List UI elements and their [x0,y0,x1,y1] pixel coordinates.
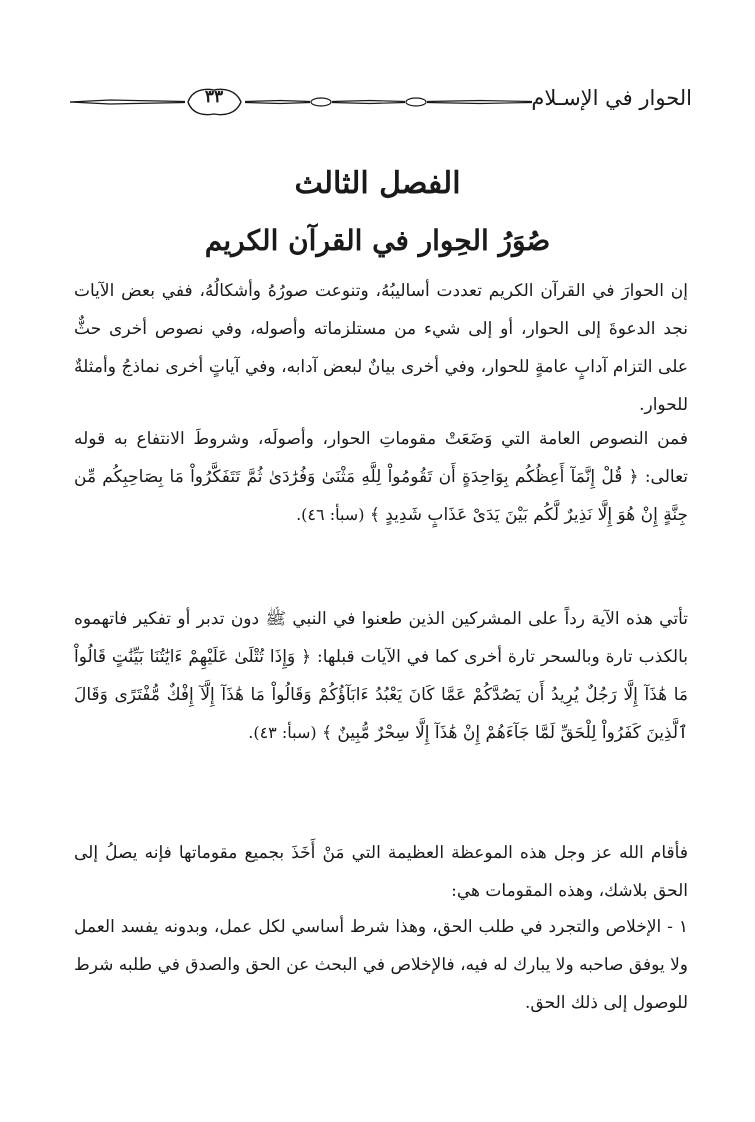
verse-paragraph-1 [74,420,688,534]
page-number: ٣٣ [204,87,224,107]
intro-paragraph: إن الحوارَ في القرآن الكريم تعددت أساليبُهُ، وتنوعت صورُهُ وأشكالُهُ، ففي بعض الآيات نجد الدعوةَ إلى الحوار، أو إلى شيء من مستلزماته وأصوله، وفي نصوص أخرى حثٌّ على التزام آدابٍ عامةٍ للحوار، وفي أخرى بيانٌ لبعض آدابه، وفي آياتٍ أخرى نماذجُ وأمثلةٌ للحوار. [74,281,688,415]
quran-verse: ﴿ وَإِذَا تُتْلَىٰ عَلَيْهِمْ ءَايَٰتُنَا بَيِّنَٰتٍ قَالُواْ مَا هَٰذَآ إِلَّا رَجُلٌ يُرِيدُ أَن يَصُدَّكُمْ عَمَّا كَانَ يَعْبُدُ ءَابَآؤُكُمْ وَقَالُواْ مَا هَٰذَآ إِلَّآ إِفْكٌ مُّفْتَرًى وَقَالَ ٱلَّذِينَ كَفَرُواْ لِلْحَقِّ لَمَّا جَآءَهُمْ إِنْ هَٰذَآ إِلَّا سِحْرٌ مُّبِينٌ ﴾ [74,647,688,743]
verse-paragraph-2 [74,600,688,752]
verse-reference: (سبأ: ٤٣). [248,723,317,742]
running-header [70,84,692,120]
header-ornament [70,84,540,120]
paragraph-text: تأتي هذه الآية رداً على المشركين الذين طعنوا في النبي ﷺ دون تدبر أو تفكير فاتهموه بالكذب تارة وبالسحر تارة أخرى كما في الآيات قبلها: [74,609,688,667]
numbered-point-1: ١ - الإخلاص والتجرد في طلب الحق، وهذا شرط أساسي لكل عمل، وبدونه يفسد العمل ولا يوفق صاحبه ولا يبارك له فيه، فالإخلاص في البحث عن الحق والصدق في طلبه شرط للوصول إلى ذلك الحق. [74,917,688,1013]
verse-reference: (سبأ: ٤٦). [296,505,365,524]
conclusion-paragraph: فأقام الله عز وجل هذه الموعظة العظيمة التي مَنْ أَخَذَ بجميع مقوماتها فإنه يصلُ إلى الحق بلاشك، وهذه المقومات هي: [74,843,688,901]
section-title: صُوَرُ الحِوار في القرآن الكريم [204,224,551,257]
paragraph-text: فمن النصوص العامة التي وَضَعَتْ مقوماتِ الحوار، وأصولَه، وشروطَ الانتفاع به قوله تعالى: [74,429,689,487]
quran-verse: ﴿ قُلْ إِنَّمَآ أَعِظُكُم بِوَاحِدَةٍ أَن تَقُومُواْ لِلَّهِ مَثْنَىٰ وَفُرَٰدَىٰ ثُمَّ تَتَفَكَّرُواْ مَا بِصَاحِبِكُم مِّن جِنَّةٍ إِنْ هُوَ إِلَّا نَذِيرٌ لَّكُم بَيْنَ يَدَىْ عَذَابٍ شَدِيدٍ ﴾ [74,467,688,525]
chapter-title: الفصل الثالث [294,166,461,201]
book-title: الحوار في الإسـلام [531,86,692,110]
